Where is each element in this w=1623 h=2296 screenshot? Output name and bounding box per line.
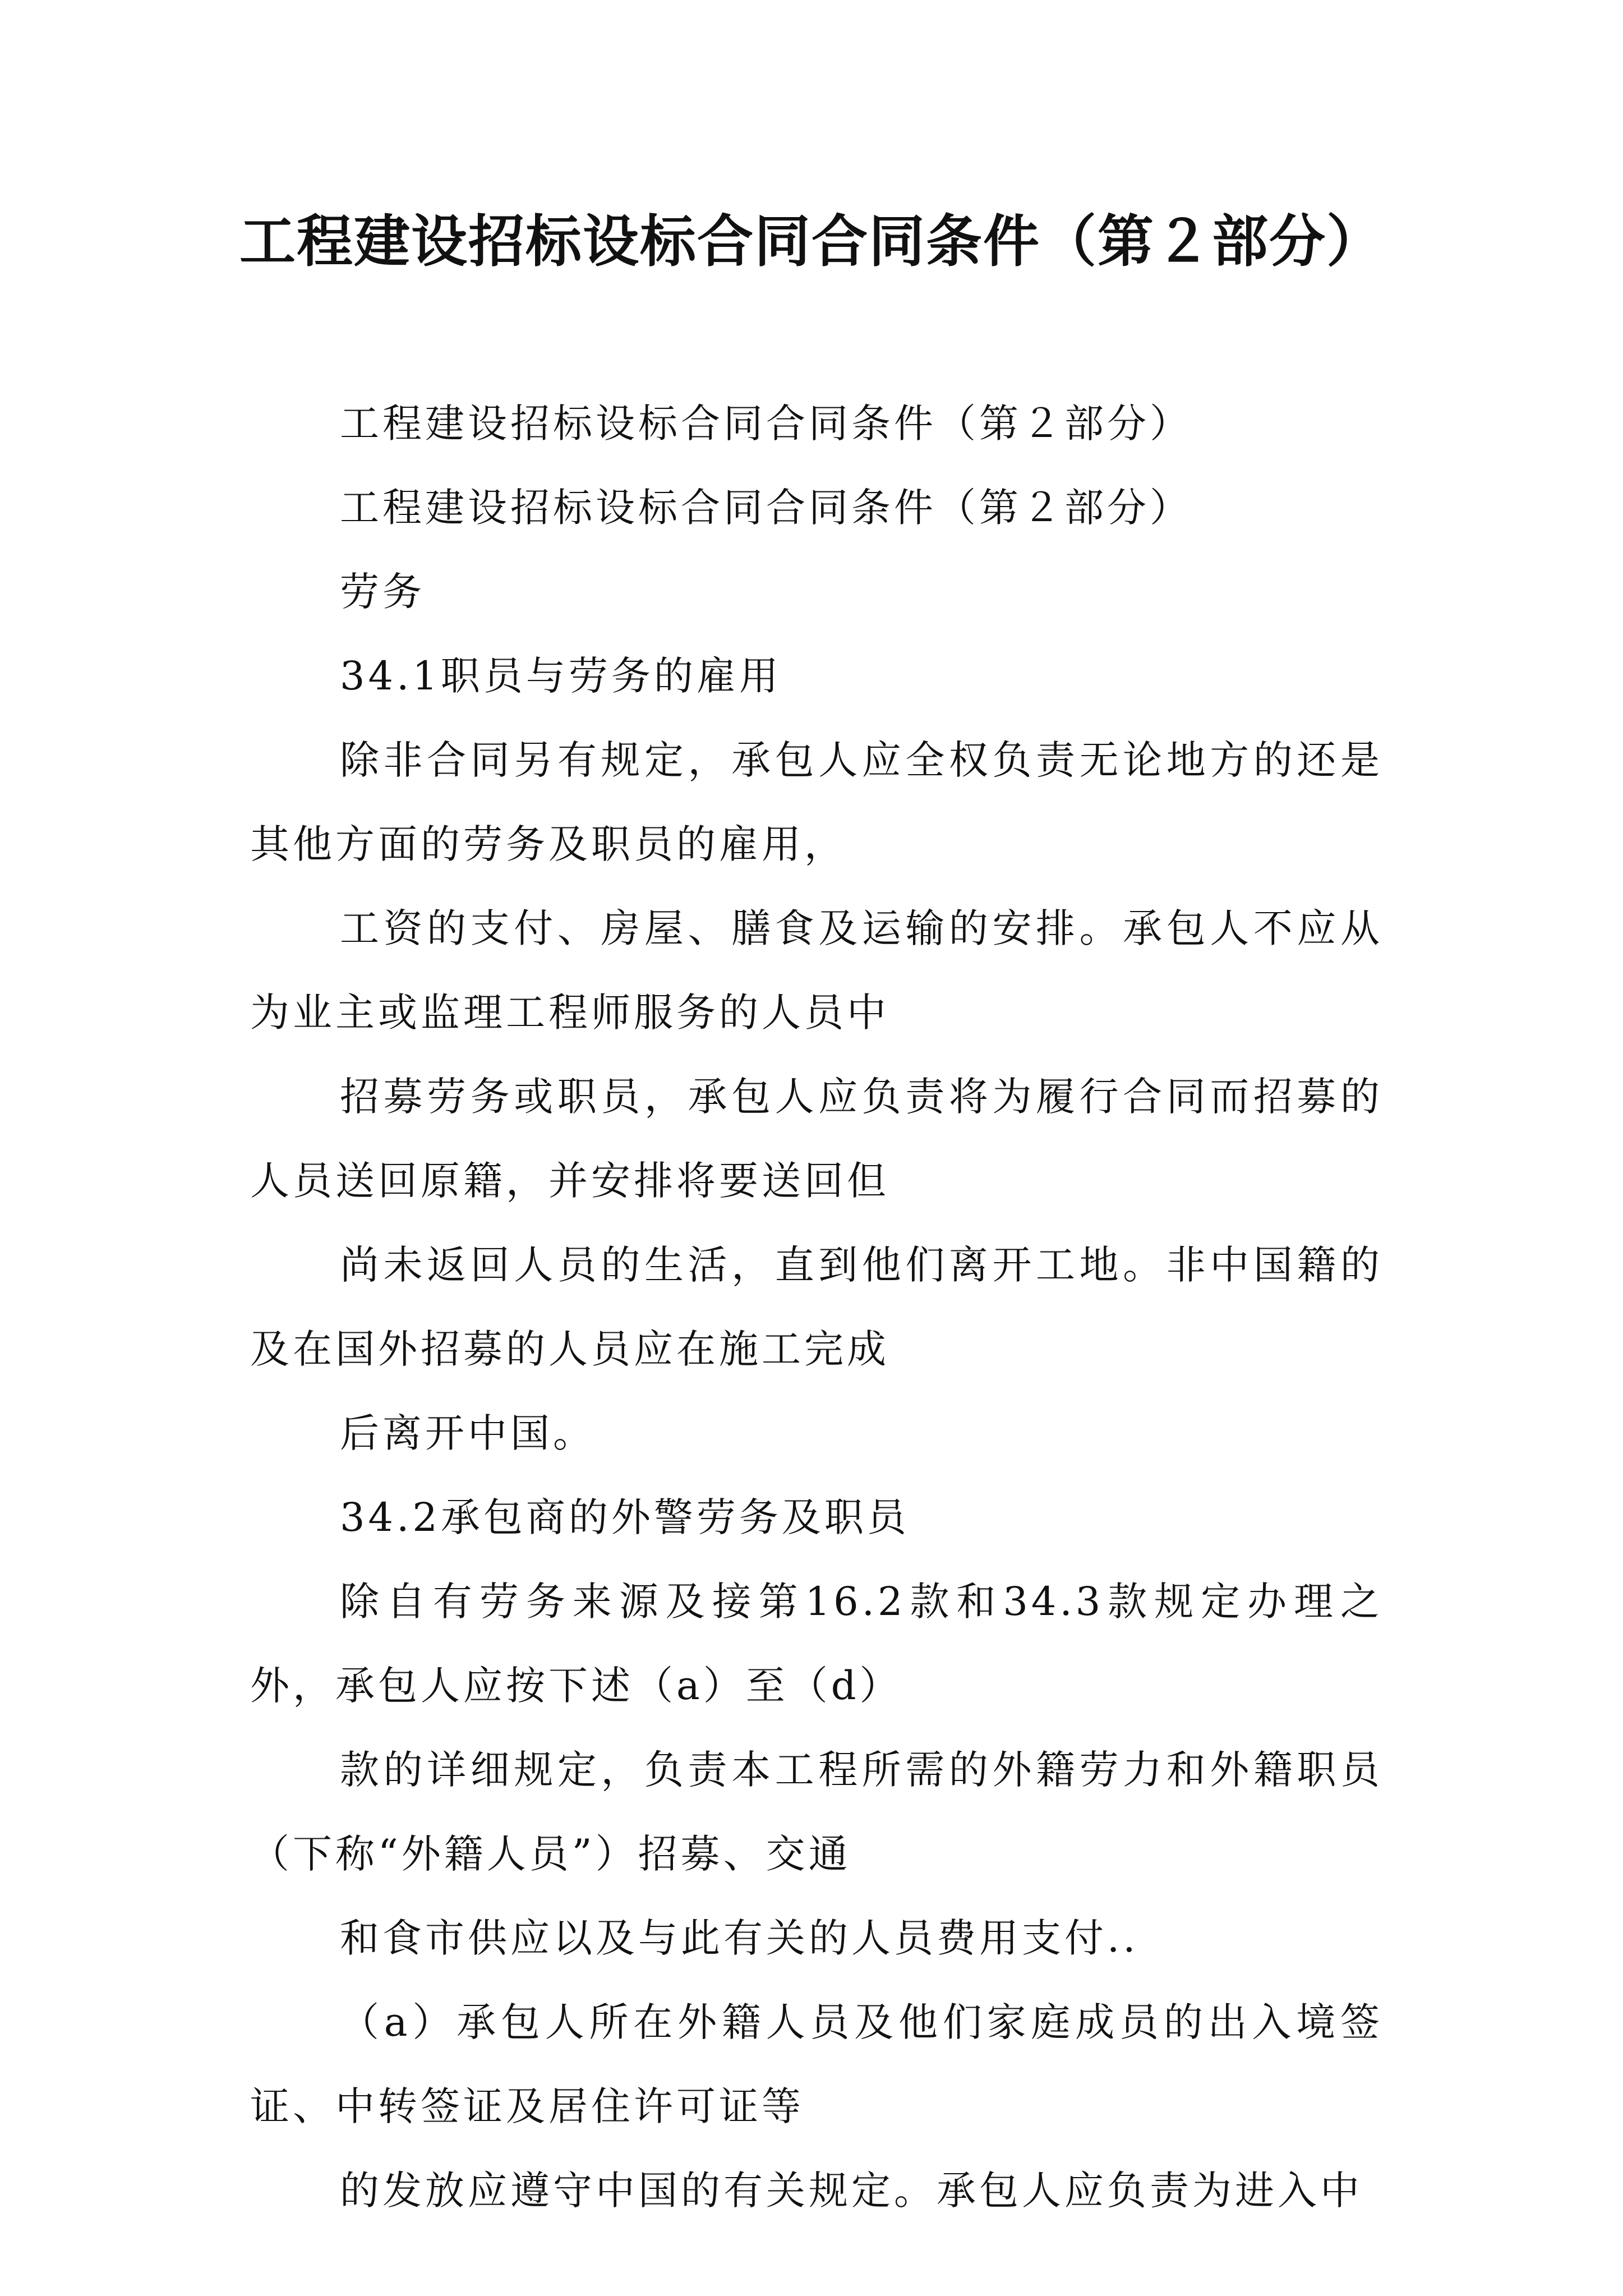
section-heading-labour: 劳务 <box>340 569 425 615</box>
paragraph: 工资的支付、房屋、膳食及运输的安排。承包人不应从为业主或监理工程师服务的人员中 <box>250 905 1383 1036</box>
clause-heading-34-1: 34.1职员与劳务的雇用 <box>340 653 782 699</box>
paragraph-item-a: （a）承包人所在外籍人员及他们家庭成员的出入境签证、中转签证及居住许可证等 <box>250 1999 1383 2129</box>
paragraph-subtitle: 工程建设招标设标合同合同条件（第２部分） <box>340 401 1192 447</box>
paragraph-subtitle-repeat: 工程建设招标设标合同合同条件（第２部分） <box>340 485 1192 531</box>
paragraph: 尚未返回人员的生活，直到他们离开工地。非中国籍的及在国外招募的人员应在施工完成 <box>250 1242 1383 1372</box>
paragraph: 的发放应遵守中国的有关规定。承包人应负责为进入中 <box>340 2168 1363 2214</box>
paragraph: 招募劳务或职员，承包人应负责将为履行合同而招募的人员送回原籍，并安排将要送回但 <box>250 1074 1383 1204</box>
paragraph: 款的详细规定，负责本工程所需的外籍劳力和外籍职员（下称“外籍人员”）招募、交通 <box>250 1747 1383 1877</box>
document-title: 工程建设招标设标合同合同条件（第２部分） <box>239 208 1384 274</box>
paragraph: 除自有劳务来源及接第16.2款和34.3款规定办理之外，承包人应按下述（a）至（d） <box>250 1579 1383 1709</box>
clause-heading-34-2: 34.2承包商的外警劳务及职员 <box>340 1494 910 1540</box>
document-body <box>250 381 1383 2233</box>
paragraph: 和食市供应以及与此有关的人员费用支付.. <box>340 1915 1139 1961</box>
paragraph: 后离开中国。 <box>340 1410 596 1456</box>
paragraph: 除非合同另有规定，承包人应全权负责无论地方的还是其他方面的劳务及职员的雇用， <box>250 737 1383 867</box>
